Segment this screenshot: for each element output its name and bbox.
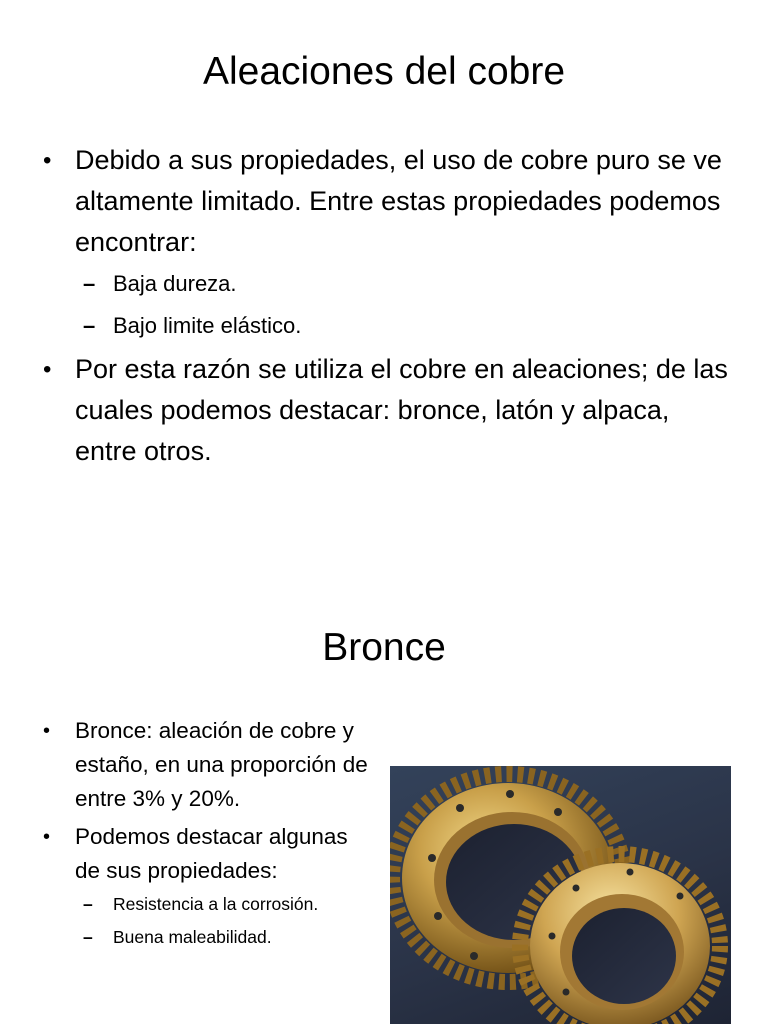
sub-bullet-list — [75, 263, 733, 347]
sub-bullet-text: Buena maleabilidad. — [113, 927, 272, 947]
dash-icon: – — [83, 894, 93, 914]
slide-title: Aleaciones del cobre — [202, 50, 566, 93]
sub-bullet-item — [83, 888, 373, 921]
sub-bullet-text: Bajo limite elástico. — [113, 313, 302, 338]
slide-title: Bronce — [322, 626, 446, 669]
dash-icon: – — [83, 313, 96, 338]
bullet-item — [43, 820, 373, 954]
bullet-item — [43, 349, 733, 472]
bullet-text: Bronce: aleación de cobre y estaño, en una proporción de entre 3% y 20%. — [75, 718, 368, 811]
bullet-icon: • — [43, 356, 52, 383]
dash-icon: – — [83, 271, 96, 296]
sub-bullet-item — [83, 263, 733, 305]
sub-bullet-text: Resistencia a la corrosión. — [113, 894, 319, 914]
sub-bullet-list — [75, 888, 373, 954]
bullet-icon: • — [43, 826, 51, 848]
bullet-icon: • — [43, 147, 52, 174]
slide-bronce — [0, 512, 768, 1024]
dash-icon: – — [83, 927, 93, 947]
bullet-list — [43, 140, 733, 474]
bronze-gears-icon — [390, 766, 731, 1024]
sub-bullet-item — [83, 305, 733, 347]
sub-bullet-text: Baja dureza. — [113, 271, 237, 296]
bronze-gears-photo — [390, 766, 731, 1024]
bullet-text: Debido a sus propiedades, el uso de cobre puro se ve altamente limitado. Entre estas propiedades podemos encontrar: — [75, 145, 722, 257]
bullet-item — [43, 714, 373, 816]
bullet-text: Podemos destacar algunas de sus propiedades: — [75, 824, 348, 883]
bullet-text: Por esta razón se utiliza el cobre en aleaciones; de las cuales podemos destacar: bronce, latón y alpaca, entre otros. — [75, 354, 728, 466]
bullet-item — [43, 140, 733, 347]
bullet-list — [43, 714, 373, 958]
sub-bullet-item — [83, 921, 373, 954]
bullet-icon: • — [43, 720, 51, 742]
front-gear — [520, 854, 720, 1024]
